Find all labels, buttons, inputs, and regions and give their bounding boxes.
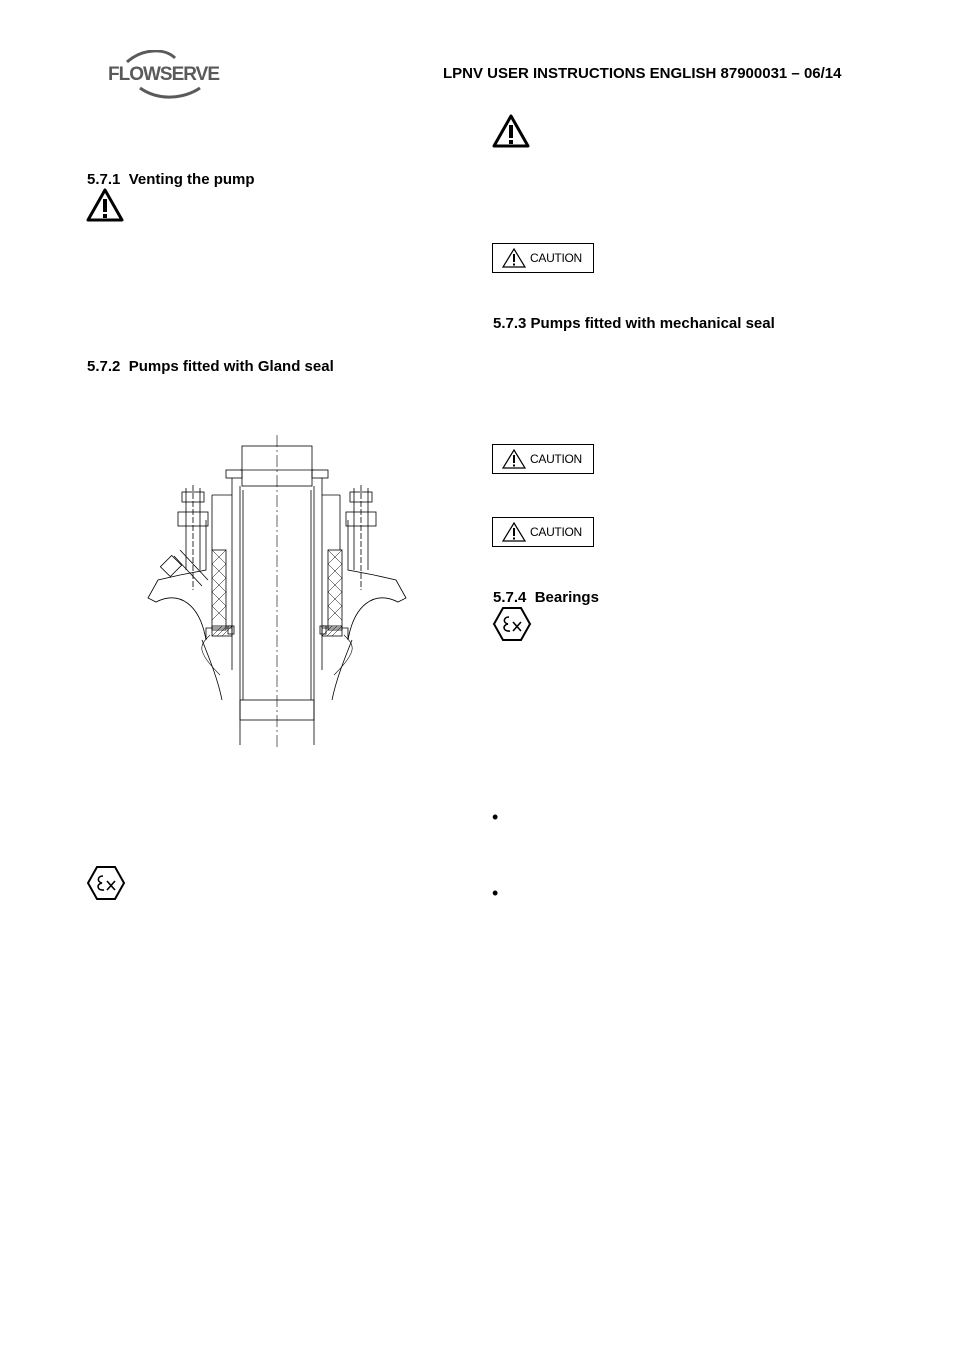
logo-wordmark: FLOWSERVE: [108, 64, 219, 85]
section-heading-5-7-3: [493, 315, 775, 332]
flowserve-logo: [105, 50, 220, 100]
page-header-title: LPNV USER INSTRUCTIONS ENGLISH 87900031 – 06/14: [443, 65, 842, 82]
caution-badge: [492, 444, 594, 474]
caution-label: CAUTION: [530, 452, 582, 466]
section-number: 5.7.2: [87, 358, 121, 375]
warning-triangle-icon: [86, 188, 124, 227]
list-bullet: •: [492, 883, 499, 903]
section-number: 5.7.3: [493, 315, 527, 332]
section-heading-5-7-2: [87, 358, 334, 375]
list-bullet: •: [492, 807, 499, 827]
section-title: Venting the pump: [128, 171, 255, 188]
caution-badge-icon: [502, 449, 526, 469]
section-number: 5.7.1: [87, 171, 121, 188]
section-heading-5-7-1: [87, 171, 255, 188]
section-title: Bearings: [534, 589, 599, 606]
section-title: Pumps fitted with mechanical seal: [530, 315, 775, 332]
gland-seal-drawing: [140, 430, 415, 760]
section-number: 5.7.4: [493, 589, 527, 606]
caution-badge: [492, 517, 594, 547]
section-heading-5-7-4: [493, 589, 599, 606]
caution-badge-icon: [502, 522, 526, 542]
caution-badge-icon: [502, 248, 526, 268]
section-title: Pumps fitted with Gland seal: [128, 358, 334, 375]
atex-ex-icon: [492, 606, 532, 647]
atex-ex-icon: [86, 865, 126, 906]
caution-badge: [492, 243, 594, 273]
caution-label: CAUTION: [530, 525, 582, 539]
warning-triangle-icon: [492, 114, 530, 153]
caution-label: CAUTION: [530, 251, 582, 265]
